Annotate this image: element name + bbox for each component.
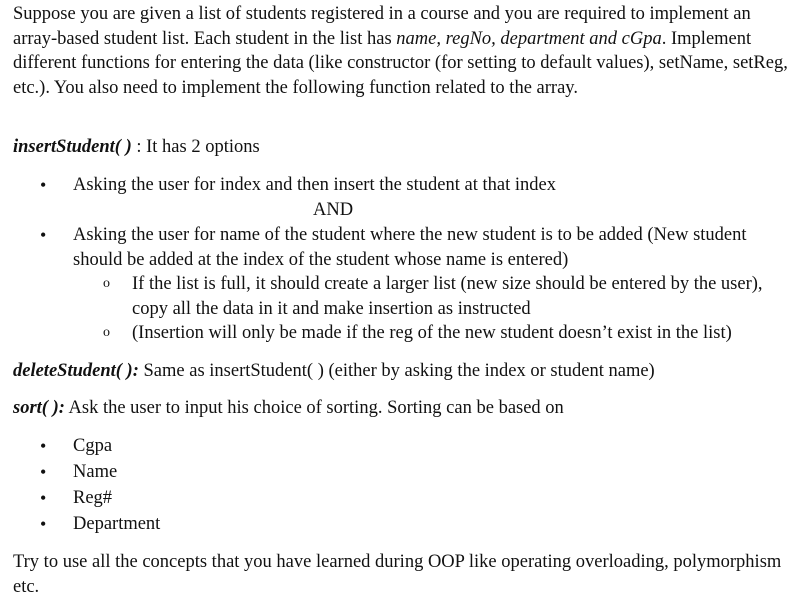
insert-option-2-text: Asking the user for name of the student where the new student is to be added (New student should be added at the index of the student whose name is entered) bbox=[73, 225, 747, 270]
circle-bullet-icon: o bbox=[103, 325, 110, 340]
insert-sub-option-1 bbox=[13, 272, 788, 321]
bullet-icon: • bbox=[40, 514, 47, 534]
sort-option-department bbox=[13, 512, 788, 537]
intro-text-after: . Implement different functions for entering the data (like constructor (for setting to default values), setName, setReg, etc.). You also need to implement the following function related to the array. bbox=[13, 28, 788, 98]
sort-description: Ask the user to input his choice of sorting. Sorting can be based on bbox=[64, 398, 564, 418]
intro-text-before: Suppose you are given a list of students registered in a course and you are required to implement an array-based student list. Each student in the list has bbox=[13, 4, 751, 49]
delete-function-name: deleteStudent( ): bbox=[13, 361, 139, 381]
circle-bullet-icon: o bbox=[103, 276, 110, 291]
sort-option-reg bbox=[13, 486, 788, 511]
final-paragraph: Try to use all the concepts that you have learned during OOP like operating overloading, polymorphism etc. bbox=[13, 552, 782, 597]
bullet-icon: • bbox=[40, 436, 47, 456]
sort-function-name: sort( ): bbox=[13, 398, 65, 418]
sort-option-name bbox=[13, 460, 788, 485]
insert-sub-option-1-text: If the list is full, it should create a larger list (new size should be entered by the user), copy all the data in it and make insertion as instructed bbox=[132, 274, 763, 319]
bullet-icon: • bbox=[40, 175, 47, 195]
insert-option-1 bbox=[13, 173, 788, 198]
bullet-icon: • bbox=[40, 462, 47, 482]
insert-heading bbox=[13, 135, 260, 160]
intro-paragraph bbox=[13, 2, 788, 100]
sort-option-text: Department bbox=[73, 514, 161, 534]
insert-sub-option-2-text: (Insertion will only be made if the reg of the new student doesn’t exist in the list) bbox=[132, 323, 732, 343]
insert-description: : It has 2 options bbox=[131, 137, 260, 157]
intro-fields-italic: name, regNo, department and cGpa bbox=[396, 28, 662, 49]
insert-option-1-text: Asking the user for index and then insert the student at that index bbox=[73, 175, 556, 195]
sort-option-text: Name bbox=[73, 462, 118, 482]
bullet-icon: • bbox=[40, 488, 47, 508]
insert-option-2 bbox=[13, 223, 788, 272]
delete-description: Same as insertStudent( ) (either by asking the index or student name) bbox=[138, 361, 655, 381]
insert-function-name: insertStudent( ) bbox=[13, 137, 132, 157]
and-label: AND bbox=[313, 200, 354, 220]
sort-option-text: Reg# bbox=[73, 488, 113, 508]
sort-option-text: Cgpa bbox=[73, 436, 113, 456]
bullet-icon: • bbox=[40, 225, 47, 245]
sort-option-cgpa bbox=[13, 434, 788, 459]
delete-heading bbox=[13, 359, 655, 384]
sort-heading bbox=[13, 396, 564, 421]
insert-sub-option-2 bbox=[13, 321, 788, 346]
